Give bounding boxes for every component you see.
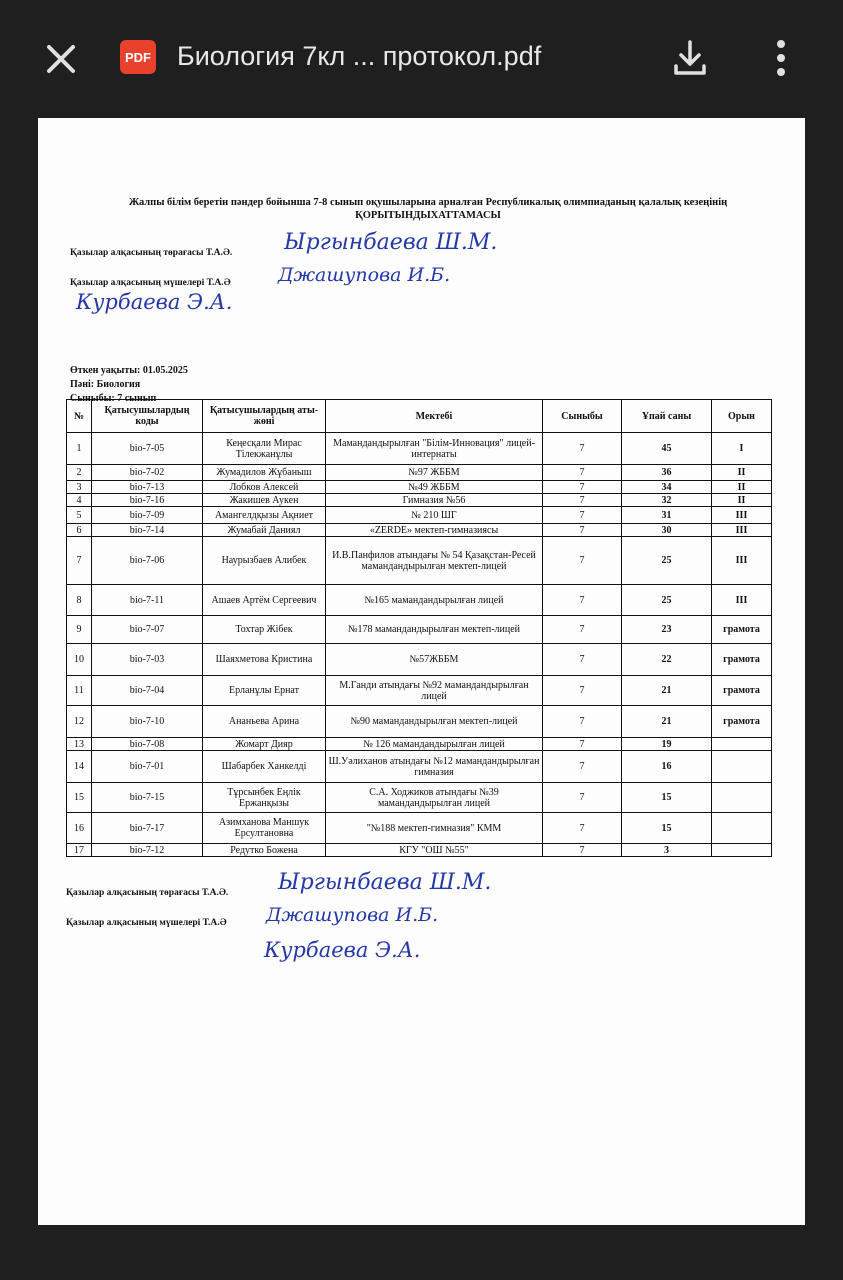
school-name-cell: С.А. Ходжиков атындағы №39 мамандандырылған лицей — [326, 783, 543, 813]
participant-name-cell: Азимханова Маншук Ерсултановна — [203, 813, 326, 844]
grade-cell: 7 — [543, 738, 622, 751]
col-header-score: Ұпай саны — [622, 400, 712, 433]
grade-cell: 7 — [543, 507, 622, 524]
place-cell — [712, 751, 772, 783]
participant-name-cell: Тұрсынбек Еңлік Ержанқызы — [203, 783, 326, 813]
participant-code-cell: bio-7-15 — [92, 783, 203, 813]
score-cell: 15 — [622, 783, 712, 813]
place-cell: III — [712, 524, 772, 537]
footer-member1-signature: Джашупова И.Б. — [266, 904, 439, 926]
place-cell: II — [712, 481, 772, 494]
col-header-name: Қатысушылардың аты-жөні — [203, 400, 326, 433]
table-row — [67, 524, 772, 537]
score-cell: 45 — [622, 433, 712, 465]
row-number-cell: 2 — [67, 465, 92, 481]
participant-name-cell: Жакишев Аукен — [203, 494, 326, 507]
school-name-cell: Ш.Уәлиханов атындағы №12 мамандандырылған гимназия — [326, 751, 543, 783]
score-cell: 31 — [622, 507, 712, 524]
participant-name-cell: Наурызбаев Алибек — [203, 537, 326, 585]
grade-cell: 7 — [543, 813, 622, 844]
table-body — [67, 433, 772, 857]
footer-members-label: Қазылар алқасының мүшелері Т.А.Ә — [66, 918, 227, 928]
more-vertical-icon[interactable] — [766, 36, 796, 80]
place-cell: III — [712, 507, 772, 524]
place-cell: II — [712, 494, 772, 507]
participant-code-cell: bio-7-04 — [92, 676, 203, 706]
document-header-line2: ҚОРЫТЫНДЫХАТТАМАСЫ — [355, 210, 501, 221]
participant-name-cell: Шабарбек Ханкелді — [203, 751, 326, 783]
school-name-cell: № 126 мамандандырылған лицей — [326, 738, 543, 751]
results-table — [66, 399, 772, 857]
participant-code-cell: bio-7-11 — [92, 585, 203, 616]
participant-code-cell: bio-7-01 — [92, 751, 203, 783]
table-row — [67, 465, 772, 481]
place-cell: III — [712, 537, 772, 585]
score-cell: 22 — [622, 644, 712, 676]
col-header-place: Орын — [712, 400, 772, 433]
table-row — [67, 644, 772, 676]
place-cell: III — [712, 585, 772, 616]
score-cell: 23 — [622, 616, 712, 644]
school-name-cell: №90 мамандандырылған мектеп-лицей — [326, 706, 543, 738]
participant-code-cell: bio-7-03 — [92, 644, 203, 676]
participant-code-cell: bio-7-13 — [92, 481, 203, 494]
school-name-cell: "№188 мектеп-гимназия" КММ — [326, 813, 543, 844]
row-number-cell: 5 — [67, 507, 92, 524]
grade-cell: 7 — [543, 616, 622, 644]
table-row — [67, 676, 772, 706]
row-number-cell: 11 — [67, 676, 92, 706]
place-cell — [712, 738, 772, 751]
jury-chair-label: Қазылар алқасының төрағасы Т.А.Ә. — [70, 248, 233, 258]
participant-code-cell: bio-7-16 — [92, 494, 203, 507]
footer-chair-label: Қазылар алқасының төрағасы Т.А.Ә. — [66, 888, 229, 898]
chair-signature: Ыргынбаева Ш.М. — [284, 230, 498, 255]
participant-code-cell: bio-7-05 — [92, 433, 203, 465]
school-name-cell: №49 ЖББМ — [326, 481, 543, 494]
col-header-number: № — [67, 400, 92, 433]
table-row — [67, 494, 772, 507]
grade-cell: 7 — [543, 524, 622, 537]
participant-name-cell: Редутко Божена — [203, 844, 326, 857]
row-number-cell: 10 — [67, 644, 92, 676]
score-cell: 34 — [622, 481, 712, 494]
table-header-row — [67, 400, 772, 433]
place-cell: II — [712, 465, 772, 481]
place-cell: грамота — [712, 616, 772, 644]
school-name-cell: №178 мамандандырылған мектеп-лицей — [326, 616, 543, 644]
table-row — [67, 433, 772, 465]
member2-signature: Курбаева Э.А. — [76, 290, 233, 314]
row-number-cell: 1 — [67, 433, 92, 465]
participant-code-cell: bio-7-09 — [92, 507, 203, 524]
participant-code-cell: bio-7-06 — [92, 537, 203, 585]
participant-name-cell: Жумабай Даниял — [203, 524, 326, 537]
participant-name-cell: Ананьева Арина — [203, 706, 326, 738]
download-icon[interactable] — [668, 36, 712, 80]
document-header-line1: Жалпы білім беретін пәндер бойынша 7-8 сынып оқушыларына арналған Республикалық олимпиаданың қалалық кезеңінің — [128, 197, 728, 208]
table-row — [67, 844, 772, 857]
table-row — [67, 783, 772, 813]
row-number-cell: 14 — [67, 751, 92, 783]
place-cell: грамота — [712, 676, 772, 706]
row-number-cell: 17 — [67, 844, 92, 857]
place-cell — [712, 813, 772, 844]
participant-code-cell: bio-7-14 — [92, 524, 203, 537]
participant-code-cell: bio-7-08 — [92, 738, 203, 751]
row-number-cell: 8 — [67, 585, 92, 616]
row-number-cell: 12 — [67, 706, 92, 738]
score-cell: 36 — [622, 465, 712, 481]
score-cell: 30 — [622, 524, 712, 537]
file-title: Биология 7кл ... протокол.pdf — [177, 41, 542, 71]
score-cell: 3 — [622, 844, 712, 857]
table-row — [67, 813, 772, 844]
member1-signature: Джашупова И.Б. — [278, 264, 451, 286]
place-cell — [712, 783, 772, 813]
table-row — [67, 537, 772, 585]
grade-cell: 7 — [543, 783, 622, 813]
participant-name-cell: Амангелдқызы Ақниет — [203, 507, 326, 524]
school-name-cell: №57ЖББМ — [326, 644, 543, 676]
participant-code-cell: bio-7-07 — [92, 616, 203, 644]
score-cell: 21 — [622, 706, 712, 738]
row-number-cell: 3 — [67, 481, 92, 494]
row-number-cell: 9 — [67, 616, 92, 644]
place-cell: I — [712, 433, 772, 465]
school-name-cell: М.Ганди атындағы №92 мамандандырылған лицей — [326, 676, 543, 706]
participant-name-cell: Жомарт Дияр — [203, 738, 326, 751]
document-header — [78, 196, 778, 222]
score-cell: 25 — [622, 585, 712, 616]
table-row — [67, 481, 772, 494]
subject-line: Пәні: Биология — [70, 379, 141, 390]
pdf-file-icon: PDF — [120, 40, 156, 74]
grade-cell: 7 — [543, 494, 622, 507]
participant-name-cell: Ерланұлы Ернат — [203, 676, 326, 706]
school-name-cell: № 210 ШГ — [326, 507, 543, 524]
table-row — [67, 507, 772, 524]
participant-name-cell: Жумадилов Жұбаныш — [203, 465, 326, 481]
grade-cell: 7 — [543, 585, 622, 616]
score-cell: 21 — [622, 676, 712, 706]
table-row — [67, 706, 772, 738]
participant-code-cell: bio-7-02 — [92, 465, 203, 481]
grade-cell: 7 — [543, 751, 622, 783]
participant-code-cell: bio-7-17 — [92, 813, 203, 844]
participant-name-cell: Лобков Алексей — [203, 481, 326, 494]
row-number-cell: 4 — [67, 494, 92, 507]
score-cell: 19 — [622, 738, 712, 751]
grade-cell: 7 — [543, 676, 622, 706]
row-number-cell: 7 — [67, 537, 92, 585]
footer-chair-signature: Ыргынбаева Ш.М. — [278, 870, 492, 895]
place-cell: грамота — [712, 644, 772, 676]
col-header-code: Қатысушылардың коды — [92, 400, 203, 433]
class-line: Сыныбы: 7 сынып — [70, 393, 157, 404]
school-name-cell: Гимназия №56 — [326, 494, 543, 507]
score-cell: 25 — [622, 537, 712, 585]
row-number-cell: 16 — [67, 813, 92, 844]
grade-cell: 7 — [543, 433, 622, 465]
viewer-toolbar — [0, 0, 843, 110]
place-cell — [712, 844, 772, 857]
participant-name-cell: Ашаев Артём Сергеевич — [203, 585, 326, 616]
grade-cell: 7 — [543, 465, 622, 481]
footer-member2-signature: Курбаева Э.А. — [264, 938, 421, 962]
row-number-cell: 13 — [67, 738, 92, 751]
participant-name-cell: Шаяхметова Кристина — [203, 644, 326, 676]
participant-code-cell: bio-7-10 — [92, 706, 203, 738]
col-header-school: Мектебі — [326, 400, 543, 433]
row-number-cell: 15 — [67, 783, 92, 813]
school-name-cell: №97 ЖББМ — [326, 465, 543, 481]
close-icon[interactable] — [38, 36, 84, 82]
table-row — [67, 585, 772, 616]
date-line: Өткен уақыты: 01.05.2025 — [70, 365, 188, 376]
score-cell: 32 — [622, 494, 712, 507]
col-header-grade: Сыныбы — [543, 400, 622, 433]
school-name-cell: №165 мамандандырылған лицей — [326, 585, 543, 616]
score-cell: 16 — [622, 751, 712, 783]
participant-name-cell: Кеңесқали Мирас Тілекжанұлы — [203, 433, 326, 465]
school-name-cell: Мамандандырылған "Білім-Инновация" лицей-интернаты — [326, 433, 543, 465]
table-row — [67, 738, 772, 751]
table-row — [67, 616, 772, 644]
place-cell: грамота — [712, 706, 772, 738]
row-number-cell: 6 — [67, 524, 92, 537]
school-name-cell: КГУ "ОШ №55" — [326, 844, 543, 857]
school-name-cell: «ZERDE» мектеп-гимназиясы — [326, 524, 543, 537]
score-cell: 15 — [622, 813, 712, 844]
pdf-page — [38, 118, 805, 1225]
jury-members-label: Қазылар алқасының мүшелері Т.А.Ә — [70, 278, 231, 288]
grade-cell: 7 — [543, 706, 622, 738]
participant-name-cell: Тохтар Жібек — [203, 616, 326, 644]
grade-cell: 7 — [543, 481, 622, 494]
grade-cell: 7 — [543, 644, 622, 676]
grade-cell: 7 — [543, 844, 622, 857]
school-name-cell: И.В.Панфилов атындағы № 54 Қазақстан-Ресей мамандандырылған мектеп-лицей — [326, 537, 543, 585]
table-row — [67, 751, 772, 783]
participant-code-cell: bio-7-12 — [92, 844, 203, 857]
grade-cell: 7 — [543, 537, 622, 585]
